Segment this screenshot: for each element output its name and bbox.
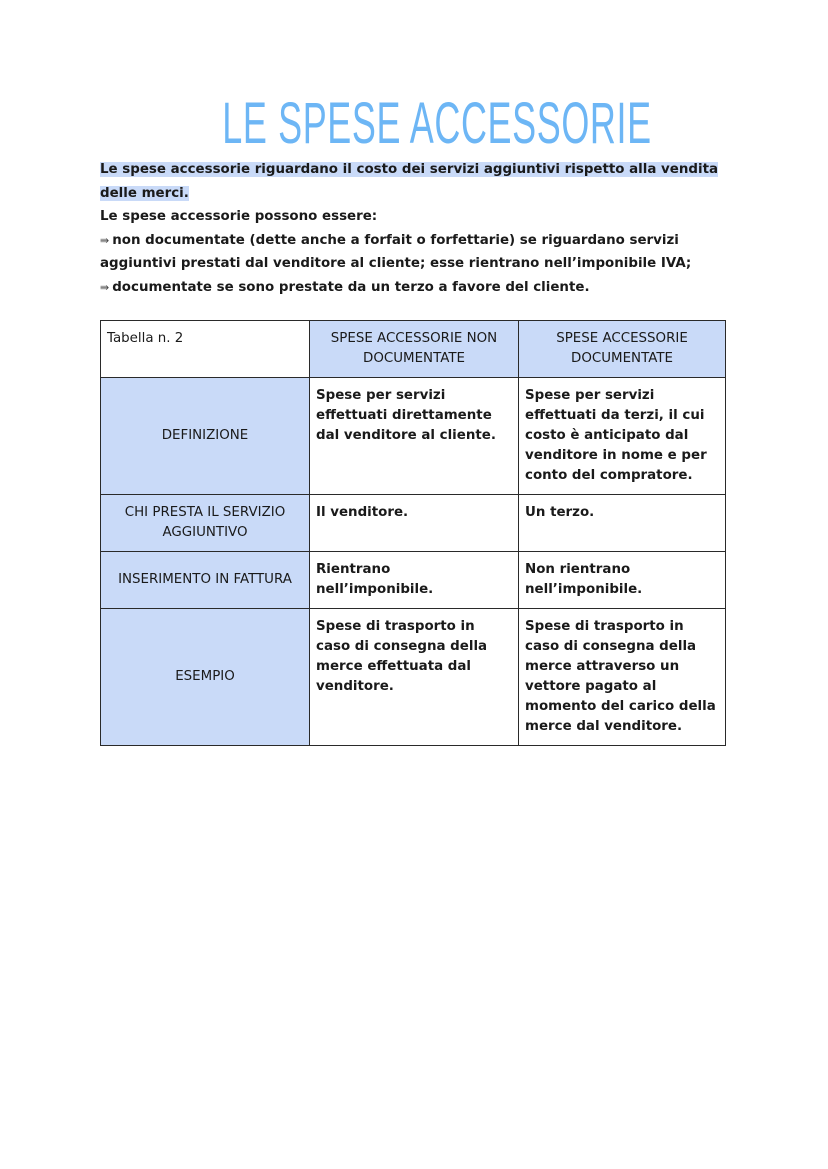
table-cell: Un terzo. <box>519 495 726 552</box>
table-row <box>101 495 726 552</box>
arrow-icon: ⇛ <box>100 280 110 294</box>
column-header: SPESE ACCESSORIE DOCUMENTATE <box>519 321 726 378</box>
comparison-table <box>100 320 726 746</box>
table-row <box>101 552 726 609</box>
intro-lead: Le spese accessorie possono essere: <box>100 209 378 224</box>
table-caption: Tabella n. 2 <box>101 321 310 378</box>
table-row <box>101 378 726 495</box>
table-cell: Spese di trasporto in caso di consegna della merce effettuata dal venditore. <box>310 609 519 746</box>
intro-text <box>100 158 740 299</box>
row-header: CHI PRESTA IL SERVIZIO AGGIUNTIVO <box>101 495 310 552</box>
table-cell: Spese di trasporto in caso di consegna della merce attraverso un vettore pagato al momento del carico della merce dal venditore. <box>519 609 726 746</box>
table-cell: Non rientrano nell’imponibile. <box>519 552 726 609</box>
row-header: DEFINIZIONE <box>101 378 310 495</box>
table-header-row <box>101 321 726 378</box>
bullet-item: ⇛ non documentate (dette anche a forfait o forfettarie) se riguardano servizi aggiuntivi prestati dal venditore al cliente; esse rientrano nell’imponibile IVA; <box>100 232 692 271</box>
table-cell: Spese per servizi effettuati direttamente dal venditore al cliente. <box>310 378 519 495</box>
arrow-icon: ⇛ <box>100 233 110 247</box>
table-cell: Il venditore. <box>310 495 519 552</box>
table-row <box>101 609 726 746</box>
page-title: LE SPESE ACCESSORIE <box>222 91 652 156</box>
table-cell: Rientrano nell’imponibile. <box>310 552 519 609</box>
column-header: SPESE ACCESSORIE NON DOCUMENTATE <box>310 321 519 378</box>
highlighted-definition: Le spese accessorie riguardano il costo dei servizi aggiuntivi rispetto alla vendita delle merci. <box>100 162 719 201</box>
row-header: INSERIMENTO IN FATTURA <box>101 552 310 609</box>
bullet-item: ⇛ documentate se sono prestate da un terzo a favore del cliente. <box>100 279 590 295</box>
row-header: ESEMPIO <box>101 609 310 746</box>
table-cell: Spese per servizi effettuati da terzi, il cui costo è anticipato dal venditore in nome e per conto del compratore. <box>519 378 726 495</box>
